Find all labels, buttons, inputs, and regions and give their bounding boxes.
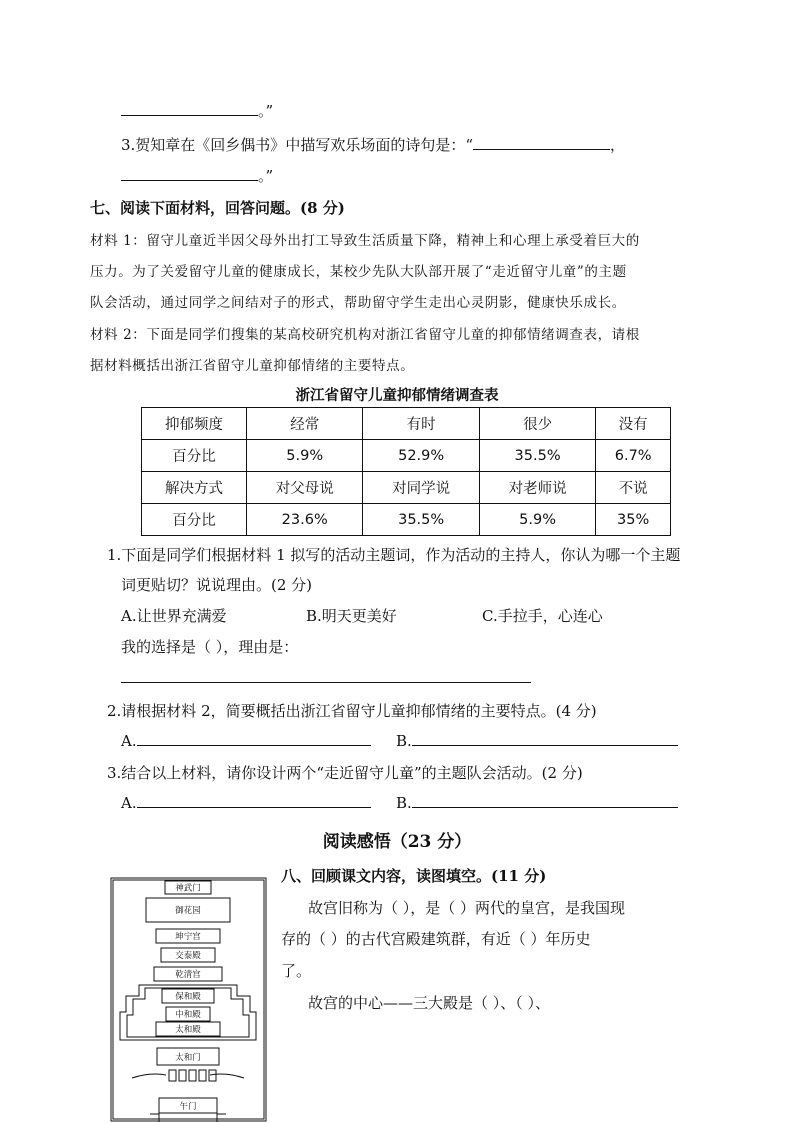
map-label: 御花园 (175, 906, 201, 916)
map-label: 太和门 (175, 1053, 201, 1063)
table-cell: 解决方式 (142, 472, 247, 504)
quote-end: 。” (258, 102, 274, 120)
answer-b-row (396, 793, 678, 812)
material-1-line: 材料 1：留守儿童近半因父母外出打工导致生活质量下降，精神上和心理上承受着巨大的 (90, 233, 640, 249)
question-text: 3.贺知章在《回乡偶书》中描写欢乐场面的诗句是：“ (121, 136, 473, 154)
table-cell: 百分比 (142, 440, 247, 472)
map-label: 太和殿 (175, 1025, 201, 1035)
table-title: 浙江省留守儿童抑郁情绪调查表 (295, 388, 499, 404)
map-label: 交泰殿 (175, 951, 201, 961)
table-cell: 35.5% (363, 504, 479, 536)
answer-line-row (121, 100, 273, 121)
answer-label-a: A. (121, 794, 137, 812)
quote-end: 。” (258, 167, 274, 185)
table-cell: 35.5% (479, 440, 595, 472)
material-1-line: 队会活动，通过同学之间结对子的形式，帮助留守学生走出心灵阴影，健康快乐成长。 (90, 295, 626, 311)
comma: ， (609, 136, 625, 154)
table-cell: 不说 (596, 472, 671, 504)
survey-table (141, 407, 671, 536)
map-label: 乾清宫 (175, 970, 201, 980)
fill-blank-line: 故宫的中心——三大殿是（ ）、（ ）、 (308, 994, 551, 1012)
answer-blank[interactable] (137, 793, 371, 808)
table-cell: 对父母说 (247, 472, 363, 504)
reason-answer-line[interactable] (121, 682, 531, 683)
answer-label-a: A. (121, 732, 137, 750)
map-label: 午门 (179, 1102, 197, 1112)
option-a[interactable]: A.让世界充满爱 (121, 607, 227, 625)
question-7-3: 3.结合以上材料，请你设计两个“走近留守儿童”的主题队会活动。(2 分) (107, 764, 583, 782)
material-1-line: 压力。为了关爱留守儿童的健康成长，某校少先队大队部开展了“走近留守儿童”的主题 (90, 264, 627, 280)
answer-blank[interactable] (412, 731, 678, 746)
table-cell: 52.9% (363, 440, 479, 472)
question-7-1: 1.下面是同学们根据材料 1 拟写的活动主题词，作为活动的主持人，你认为哪一个主题 (107, 546, 681, 564)
fill-blank-line: 了。 (281, 962, 312, 980)
reading-section-header: 阅读感悟（23 分） (322, 832, 472, 852)
forbidden-city-map (110, 876, 267, 1122)
answer-a-row (121, 731, 371, 750)
answer-blank[interactable] (121, 166, 258, 181)
section-7-title: 七、阅读下面材料，回答问题。(8 分) (90, 199, 345, 217)
table-cell: 5.9% (247, 440, 363, 472)
table-row (142, 472, 671, 504)
golden-water-river (132, 1074, 244, 1078)
table-cell: 百分比 (142, 504, 247, 536)
answer-blank[interactable] (121, 101, 258, 116)
table-cell: 23.6% (247, 504, 363, 536)
option-c[interactable]: C.手拉手，心连心 (482, 607, 603, 625)
section-8-title: 八、回顾课文内容，读图填空。(11 分) (281, 867, 547, 885)
table-cell: 抑郁频度 (142, 408, 247, 440)
question-6-3 (121, 134, 625, 155)
answer-label-b: B. (396, 732, 412, 750)
table-cell: 5.9% (479, 504, 595, 536)
answer-a-row (121, 793, 371, 812)
table-cell: 6.7% (596, 440, 671, 472)
answer-b-row (396, 731, 678, 750)
map-label: 中和殿 (175, 1010, 201, 1020)
table-row (142, 408, 671, 440)
material-2-line: 材料 2：下面是同学们搜集的某高校研究机构对浙江省留守儿童的抑郁情绪调查表，请根 (90, 327, 640, 343)
table-row (142, 440, 671, 472)
question-7-2: 2.请根据材料 2，简要概括出浙江省留守儿童抑郁情绪的主要特点。(4 分) (107, 702, 597, 720)
answer-label-b: B. (396, 794, 412, 812)
table-cell: 对同学说 (363, 472, 479, 504)
map-label: 神武门 (175, 883, 201, 894)
table-cell: 没有 (596, 408, 671, 440)
table-cell: 经常 (247, 408, 363, 440)
answer-blank[interactable] (473, 135, 610, 150)
fill-blank-line: 故宫旧称为（ ），是（ ）两代的皇宫，是我国现 (308, 899, 626, 917)
fill-blank-line: 存的（ ）的古代宫殿建筑群，有近（ ）年历史 (281, 930, 591, 948)
material-2-line: 据材料概括出浙江省留守儿童抑郁情绪的主要特点。 (90, 358, 415, 374)
table-row (142, 504, 671, 536)
choice-prompt: 我的选择是（ ），理由是： (121, 638, 299, 656)
option-b[interactable]: B.明天更美好 (306, 607, 397, 625)
table-cell: 35% (596, 504, 671, 536)
map-label: 保和殿 (175, 992, 201, 1002)
table-cell: 有时 (363, 408, 479, 440)
answer-blank[interactable] (412, 793, 678, 808)
answer-line-row (121, 165, 273, 186)
table-cell: 很少 (479, 408, 595, 440)
question-7-1-cont: 词更贴切？说说理由。(2 分) (121, 576, 313, 594)
table-cell: 对老师说 (479, 472, 595, 504)
map-label: 坤宁宫 (175, 932, 201, 942)
answer-blank[interactable] (137, 731, 371, 746)
golden-water-bridges (169, 1070, 216, 1081)
